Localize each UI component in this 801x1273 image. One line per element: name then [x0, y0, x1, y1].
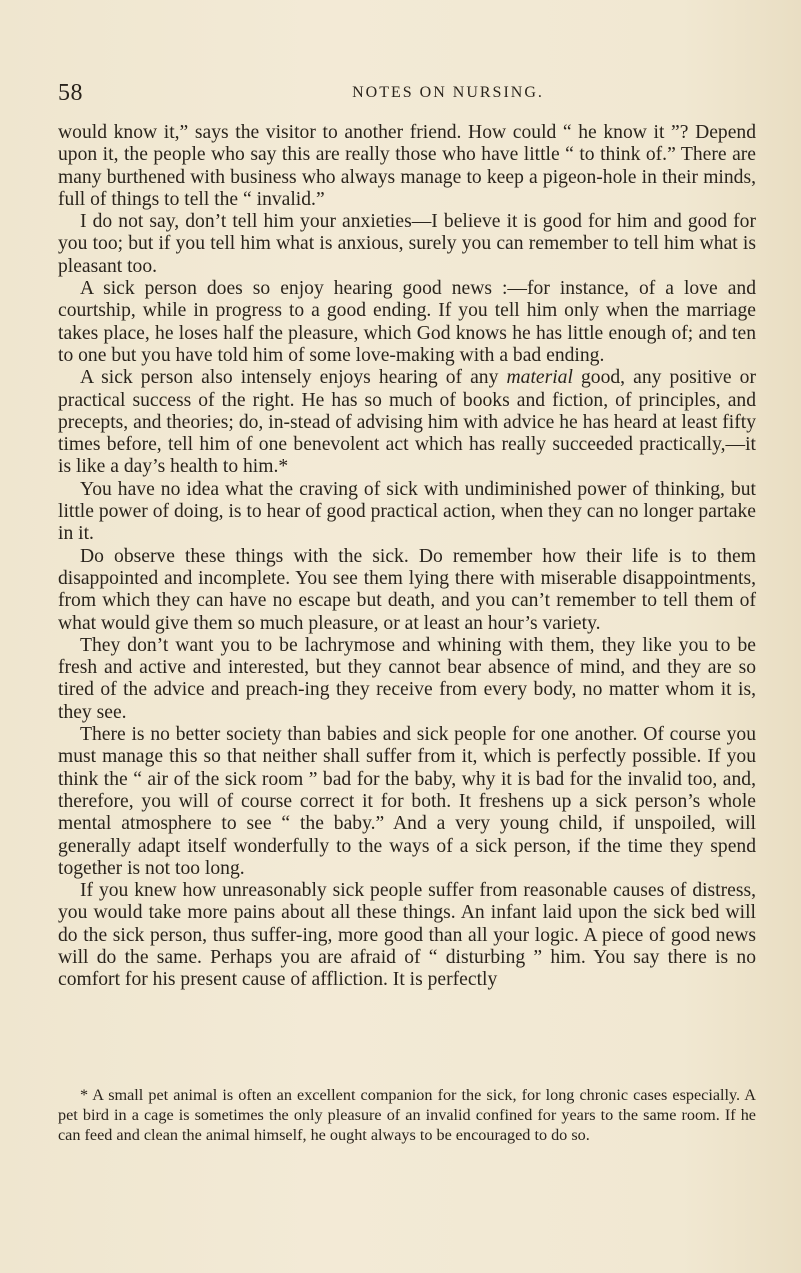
paragraph-continuation: would know it,” says the visitor to another friend. How could “ he know it ”? Depend upon it, the people who say this are really those who have little “ to think of.” There are many burthened with business who always manage to keep a pigeon-hole in their minds, full of things to tell the “ invalid.”	[58, 122, 756, 210]
paragraph-unreasonably: If you knew how unreasonably sick people suffer from reasonable causes of distress, you would take more pains about all these things. An infant laid upon the sick bed will do the sick person, thus suffer-ing, more good than all your logic. A piece of good news will do the same. Perhaps you are afraid of “ disturbing ” him. You say there is no comfort for his present cause of affliction. It is perfectly	[58, 880, 756, 991]
paragraph-anxieties: I do not say, don’t tell him your anxieties—I believe it is good for him and good for you too; but if you tell him what is anxious, surely you can remember to tell him what is pleasant too.	[58, 211, 756, 277]
body-text	[58, 122, 756, 992]
footnote-text: * A small pet animal is often an excellent companion for the sick, for long chronic cases especially. A pet bird in a cage is sometimes the only pleasure of an invalid confined for years to the same room. If he can feed and clean the animal himself, he ought always to be encouraged to do so.	[58, 1086, 756, 1144]
page-number: 58	[58, 80, 83, 106]
italic-material: material	[506, 367, 573, 389]
paragraph-material-good	[58, 367, 756, 478]
paragraph-lachrymose: They don’t want you to be lachrymose and whining with them, they like you to be fresh and active and interested, but they cannot bear absence of mind, and they are so tired of the advice and preach-ing they receive from every body, no matter whom it is, they see.	[58, 634, 756, 723]
footnote	[58, 1086, 756, 1145]
paragraph-babies: There is no better society than babies and sick people for one another. Of course you must manage this so that neither shall suffer from it, which is perfectly possible. If you think the “ air of the sick room ” bad for the baby, why it is bad for the invalid too, and, therefore, you will of course correct it for both. It freshens up a sick person’s whole mental atmosphere to see “ the baby.” And a very young child, if unspoiled, will generally adapt itself wonderfully to the ways of a sick person, if the time they spend together is not too long.	[58, 724, 756, 879]
paragraph-material-good-end: good, any positive or practical success of the right. He has so much of books and fiction, of principles, and precepts, and theories; do, in-stead of advising him with advice he has heard at least fifty times before, tell him of one benevolent act which has really succeeded practically,—it is like a day’s health to him.*	[58, 367, 757, 478]
page-header	[58, 80, 758, 108]
running-title: NOTES ON NURSING.	[352, 84, 544, 101]
paragraph-good-news: A sick person does so enjoy hearing good news :—for instance, of a love and courtship, while in progress to a good ending. If you tell him only when the marriage takes place, he loses half the pleasure, which God knows he has little enough of; and ten to one but you have told him of some love-making with a bad ending.	[58, 278, 756, 366]
paragraph-observe: Do observe these things with the sick. Do remember how their life is to them disappointed and incomplete. You see them lying there with miserable disappointments, from which they can have no escape but death, and you can’t remember to tell them of what would give them so much pleasure, or at least an hour’s variety.	[58, 545, 756, 634]
paragraph-craving: You have no idea what the craving of sick with undiminished power of thinking, but little power of doing, is to hear of good practical action, when they can no longer partake in it.	[58, 478, 756, 545]
paragraph-material-good-start: A sick person also intensely enjoys hearing of any	[80, 367, 507, 389]
